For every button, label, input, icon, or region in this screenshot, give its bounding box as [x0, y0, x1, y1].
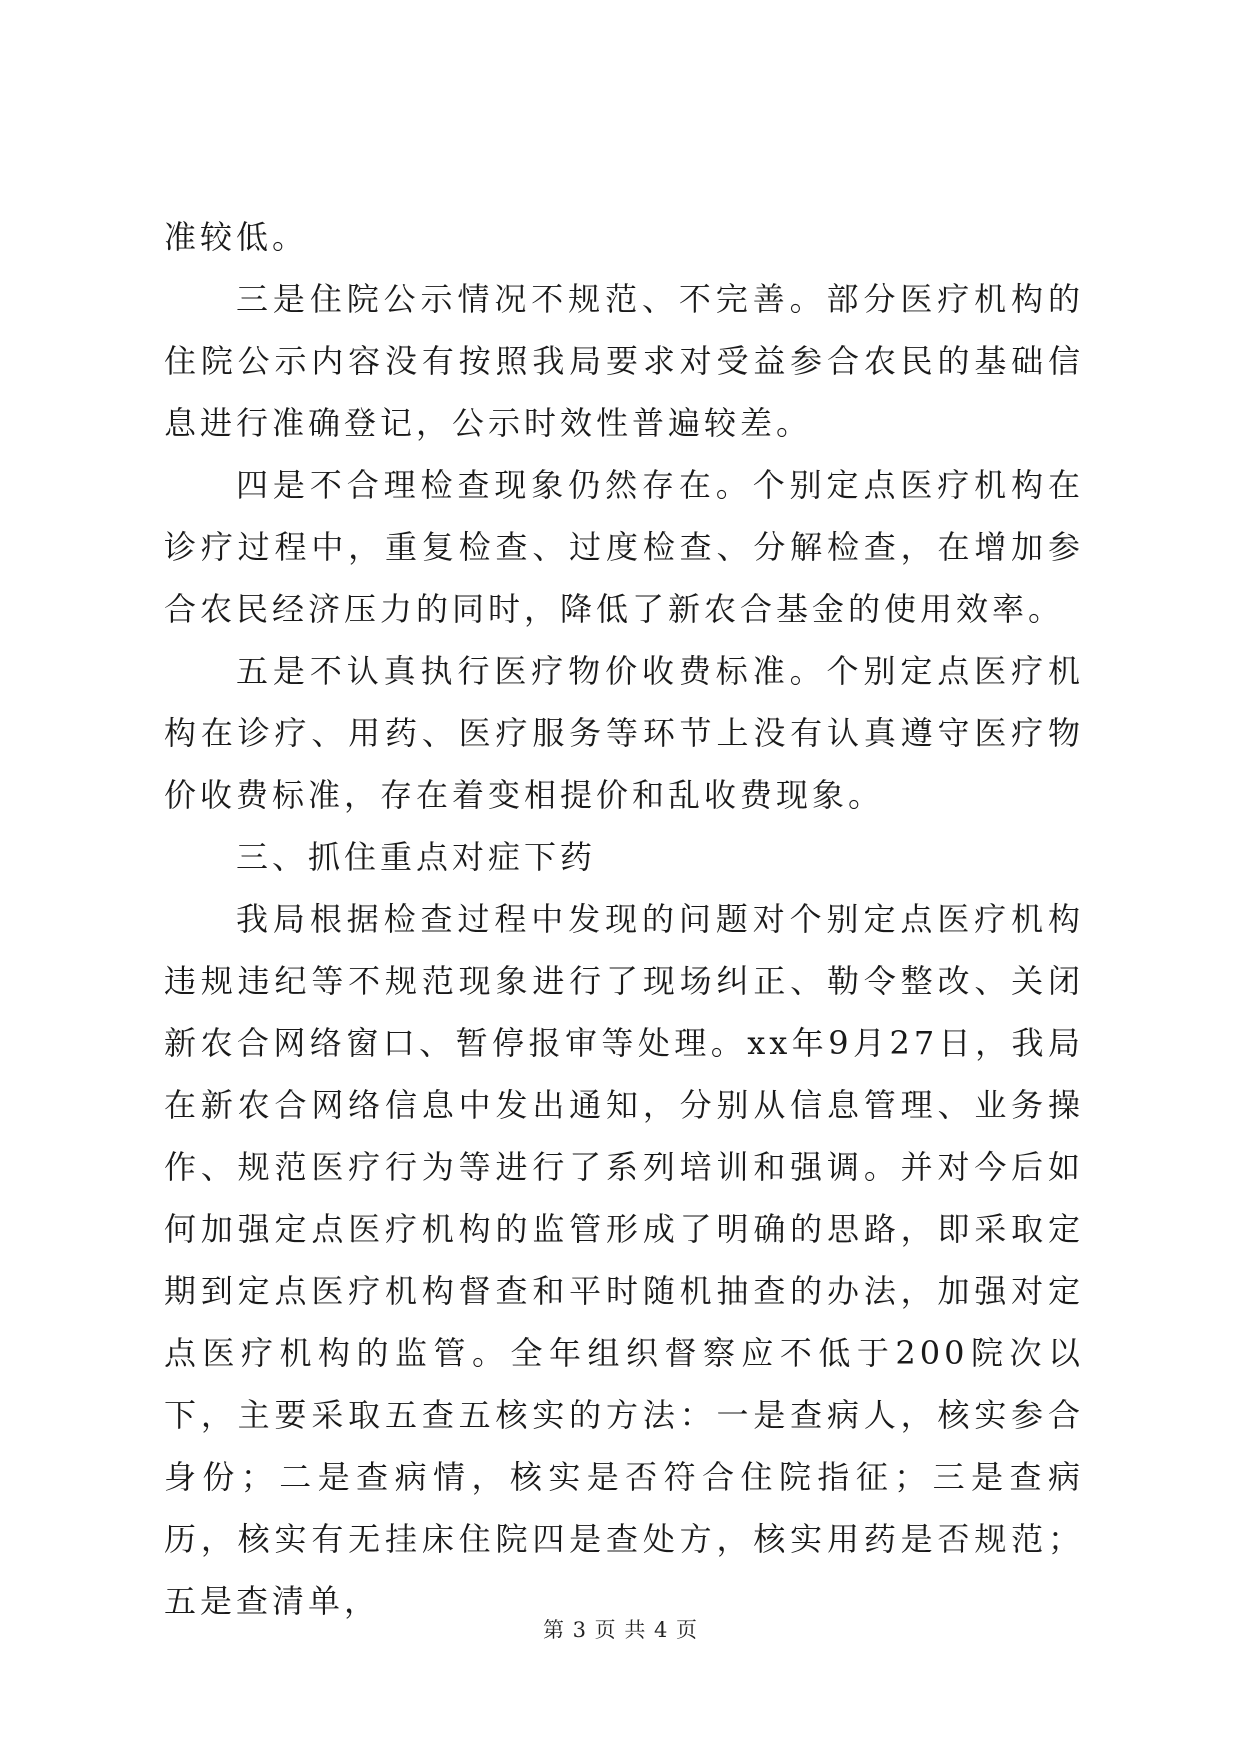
- paragraph-4: 五是不认真执行医疗物价收费标准。个别定点医疗机构在诊疗、用药、医疗服务等环节上没有认真遵守医疗物价收费标准，存在着变相提价和乱收费现象。: [164, 652, 1084, 814]
- document-body: [164, 206, 1084, 1632]
- paragraph-5: 我局根据检查过程中发现的问题对个别定点医疗机构违规违纪等不规范现象进行了现场纠正、勒令整改、关闭新农合网络窗口、暂停报审等处理。xx年9月27日，我局在新农合网络信息中发出通知，分别从信息管理、业务操作、规范医疗行为等进行了系列培训和强调。并对今后如何加强定点医疗机构的监管形成了明确的思路，即采取定期到定点医疗机构督查和平时随机抽查的办法，加强对定点医疗机构的监管。全年组织督察应不低于200院次以下，主要采取五查五核实的方法：一是查病人，核实参合身份；二是查病情，核实是否符合住院指征；三是查病历，核实有无挂床住院四是查处方，核实用药是否规范；五是查清单，: [164, 900, 1084, 1620]
- paragraph-1: 准较低。: [164, 218, 309, 256]
- paragraph-2: 三是住院公示情况不规范、不完善。部分医疗机构的住院公示内容没有按照我局要求对受益参合农民的基础信息进行准确登记，公示时效性普遍较差。: [164, 280, 1084, 442]
- section-heading: 三、抓住重点对症下药: [236, 838, 597, 876]
- paragraph-3: 四是不合理检查现象仍然存在。个别定点医疗机构在诊疗过程中，重复检查、过度检查、分解检查，在增加参合农民经济压力的同时，降低了新农合基金的使用效率。: [164, 466, 1084, 628]
- page-number-footer: 第 3 页 共 4 页: [542, 1618, 699, 1642]
